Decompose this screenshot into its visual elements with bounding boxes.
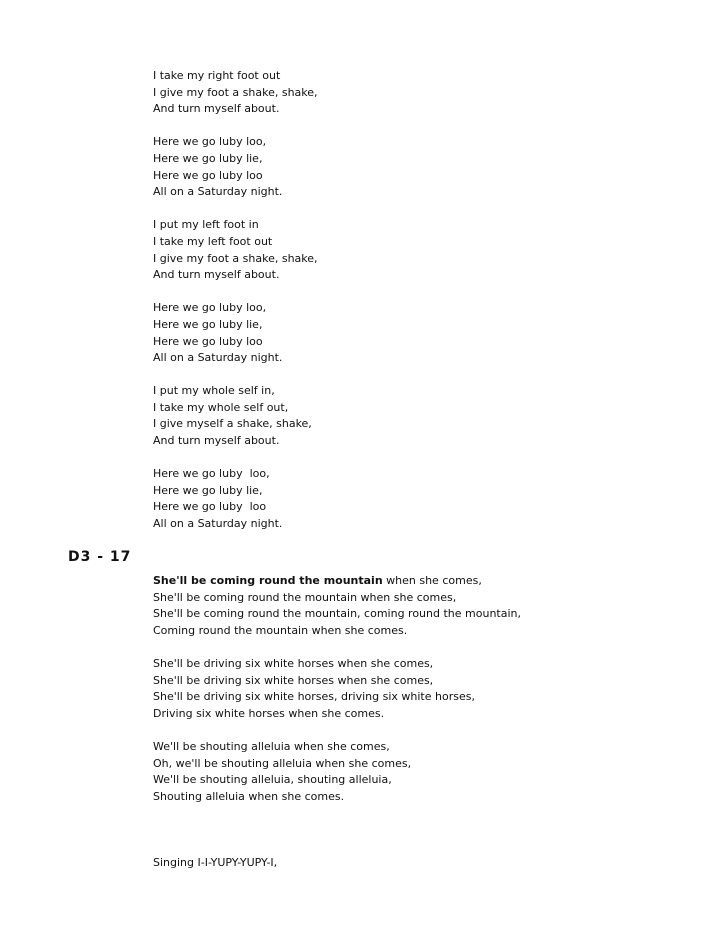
lyrics-block-3: [153, 855, 713, 872]
lyric-line: Here we go luby loo,: [153, 467, 270, 481]
verse-left-foot: [153, 217, 713, 283]
lyric-line: I give my foot a shake, shake,: [153, 251, 318, 265]
lyric-line-first: [153, 573, 713, 590]
lyric-line: And turn myself about.: [153, 268, 280, 282]
lyric-line: I take my left foot out: [153, 234, 273, 248]
lyric-line: I take my right foot out: [153, 69, 281, 82]
lyric-line: Coming round the mountain when she comes.: [153, 623, 408, 637]
lyric-line: Shouting alleluia when she comes.: [153, 789, 345, 803]
lyric-line: Oh, we'll be shouting alleluia when she comes,: [153, 756, 412, 770]
lyric-line: Here we go luby loo,: [153, 135, 267, 149]
lyric-line: All on a Saturday night.: [153, 351, 283, 365]
lyric-line: She'll be driving six white horses when she comes,: [153, 656, 434, 670]
verse-whole-self: [153, 383, 713, 449]
lyric-line: And turn myself about.: [153, 434, 280, 448]
lyric-line: Here we go luby loo: [153, 500, 267, 514]
lyric-line: She'll be driving six white horses, driving six white horses,: [153, 690, 475, 704]
verse-right-foot: [153, 68, 713, 118]
lyric-line: I give my foot a shake, shake,: [153, 85, 318, 99]
chorus-3: [153, 466, 713, 532]
lyric-line: We'll be shouting alleluia when she comes,: [153, 739, 390, 753]
lyric-line: I give myself a shake, shake,: [153, 417, 312, 431]
lyric-line: Here we go luby lie,: [153, 483, 263, 497]
lyric-line: I put my left foot in: [153, 218, 259, 232]
lyric-line: I put my whole self in,: [153, 384, 275, 398]
lyric-line: All on a Saturday night.: [153, 185, 283, 199]
song-title-bold: She'll be coming round the mountain: [153, 574, 383, 587]
chorus-2: [153, 300, 713, 366]
lyric-line: I take my whole self out,: [153, 400, 289, 414]
lyric-line: She'll be driving six white horses when she comes,: [153, 673, 434, 687]
lyric-line: Driving six white horses when she comes.: [153, 706, 385, 720]
verse-horses: [153, 656, 713, 722]
lyric-line: Here we go luby loo,: [153, 301, 267, 315]
lyric-line: She'll be coming round the mountain, coming round the mountain,: [153, 607, 521, 621]
lyric-line: And turn myself about.: [153, 102, 280, 116]
lyric-line: Here we go luby loo: [153, 168, 263, 182]
lyric-line: Here we go luby lie,: [153, 151, 263, 165]
lyric-line: Here we go luby lie,: [153, 317, 263, 331]
lyric-line: Here we go luby loo: [153, 334, 263, 348]
lyric-line: All on a Saturday night.: [153, 517, 283, 531]
verse-alleluia: [153, 739, 713, 805]
lyrics-block-1: [153, 68, 713, 533]
lyric-line-rest: when she comes,: [382, 574, 482, 587]
lyrics-block-2: [153, 573, 713, 805]
chorus-1: [153, 134, 713, 200]
lyric-line: We'll be shouting alleluia, shouting alleluia,: [153, 773, 392, 787]
verse-mountain: [153, 573, 713, 639]
section-heading: D3 - 17: [68, 549, 132, 565]
lyric-line-final: Singing I-I-YUPY-YUPY-I,: [153, 856, 278, 869]
lyric-line: She'll be coming round the mountain when she comes,: [153, 590, 457, 604]
